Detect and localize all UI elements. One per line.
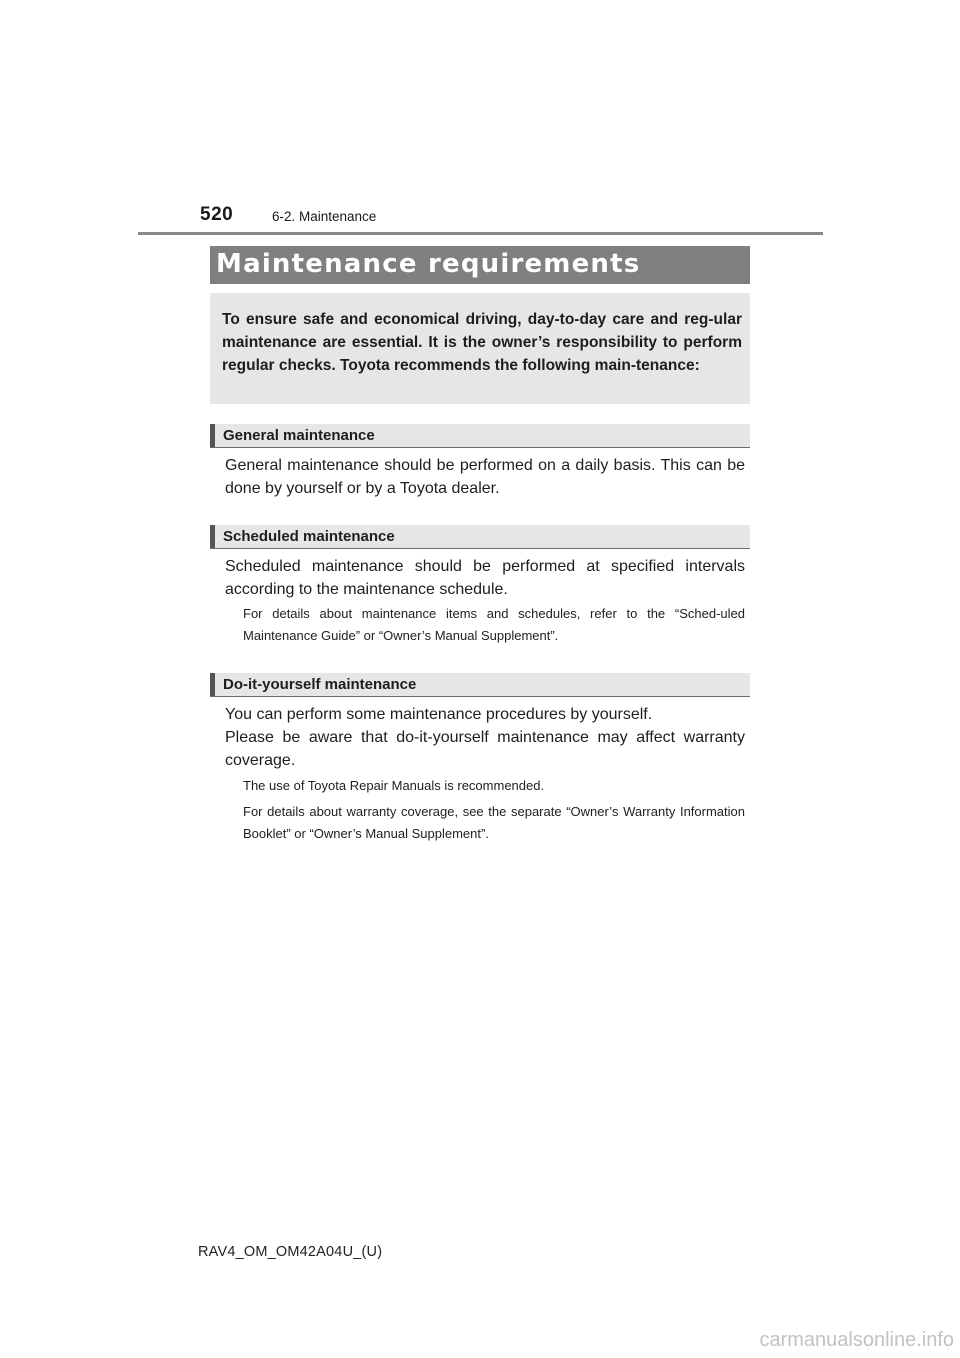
page-number: 520 [200,204,234,225]
intro-text: To ensure safe and economical driving, day-to-day care and reg-ular maintenance are essential. It is the owner’s responsibility to perform regular checks. Toyota recommends the following main-tenance: [222,311,742,374]
subheading-marker [210,525,215,548]
diy-maintenance-note-1: The use of Toyota Repair Manuals is recommended. [243,778,545,793]
header-rule [138,232,823,235]
diy-maintenance-body-line1: You can perform some maintenance procedures by yourself. [225,706,653,723]
subheading-label: Scheduled maintenance [223,528,395,545]
general-maintenance-body: General maintenance should be performed on a daily basis. This can be done by yourself or by a Toyota dealer. [225,457,745,497]
scheduled-maintenance-note: For details about maintenance items and schedules, refer to the “Sched-uled Maintenance Guide” or “Owner’s Manual Supplement”. [243,606,745,643]
diy-maintenance-note-2: For details about warranty coverage, see the separate “Owner’s Warranty Information Booklet” or “Owner’s Manual Supplement”. [243,804,745,841]
section-reference: 6-2. Maintenance [272,209,377,224]
subheading-label: General maintenance [223,427,375,444]
subheading-marker [210,424,215,447]
subheading-diy-maintenance [210,673,750,697]
subheading-label: Do-it-yourself maintenance [223,676,417,693]
subheading-marker [210,673,215,696]
subheading-scheduled-maintenance [210,525,750,549]
intro-box [210,293,750,404]
diy-maintenance-body-line2: Please be aware that do-it-yourself maintenance may affect warranty coverage. [225,729,745,769]
footer-document-id: RAV4_OM_OM42A04U_(U) [198,1244,383,1260]
title-bar [210,246,750,284]
subheading-general-maintenance [210,424,750,448]
scheduled-maintenance-body: Scheduled maintenance should be performed at specified intervals according to the maintenance schedule. [225,558,745,598]
page-title: Maintenance requirements [216,249,641,279]
watermark: carmanualsonline.info [759,1329,954,1351]
